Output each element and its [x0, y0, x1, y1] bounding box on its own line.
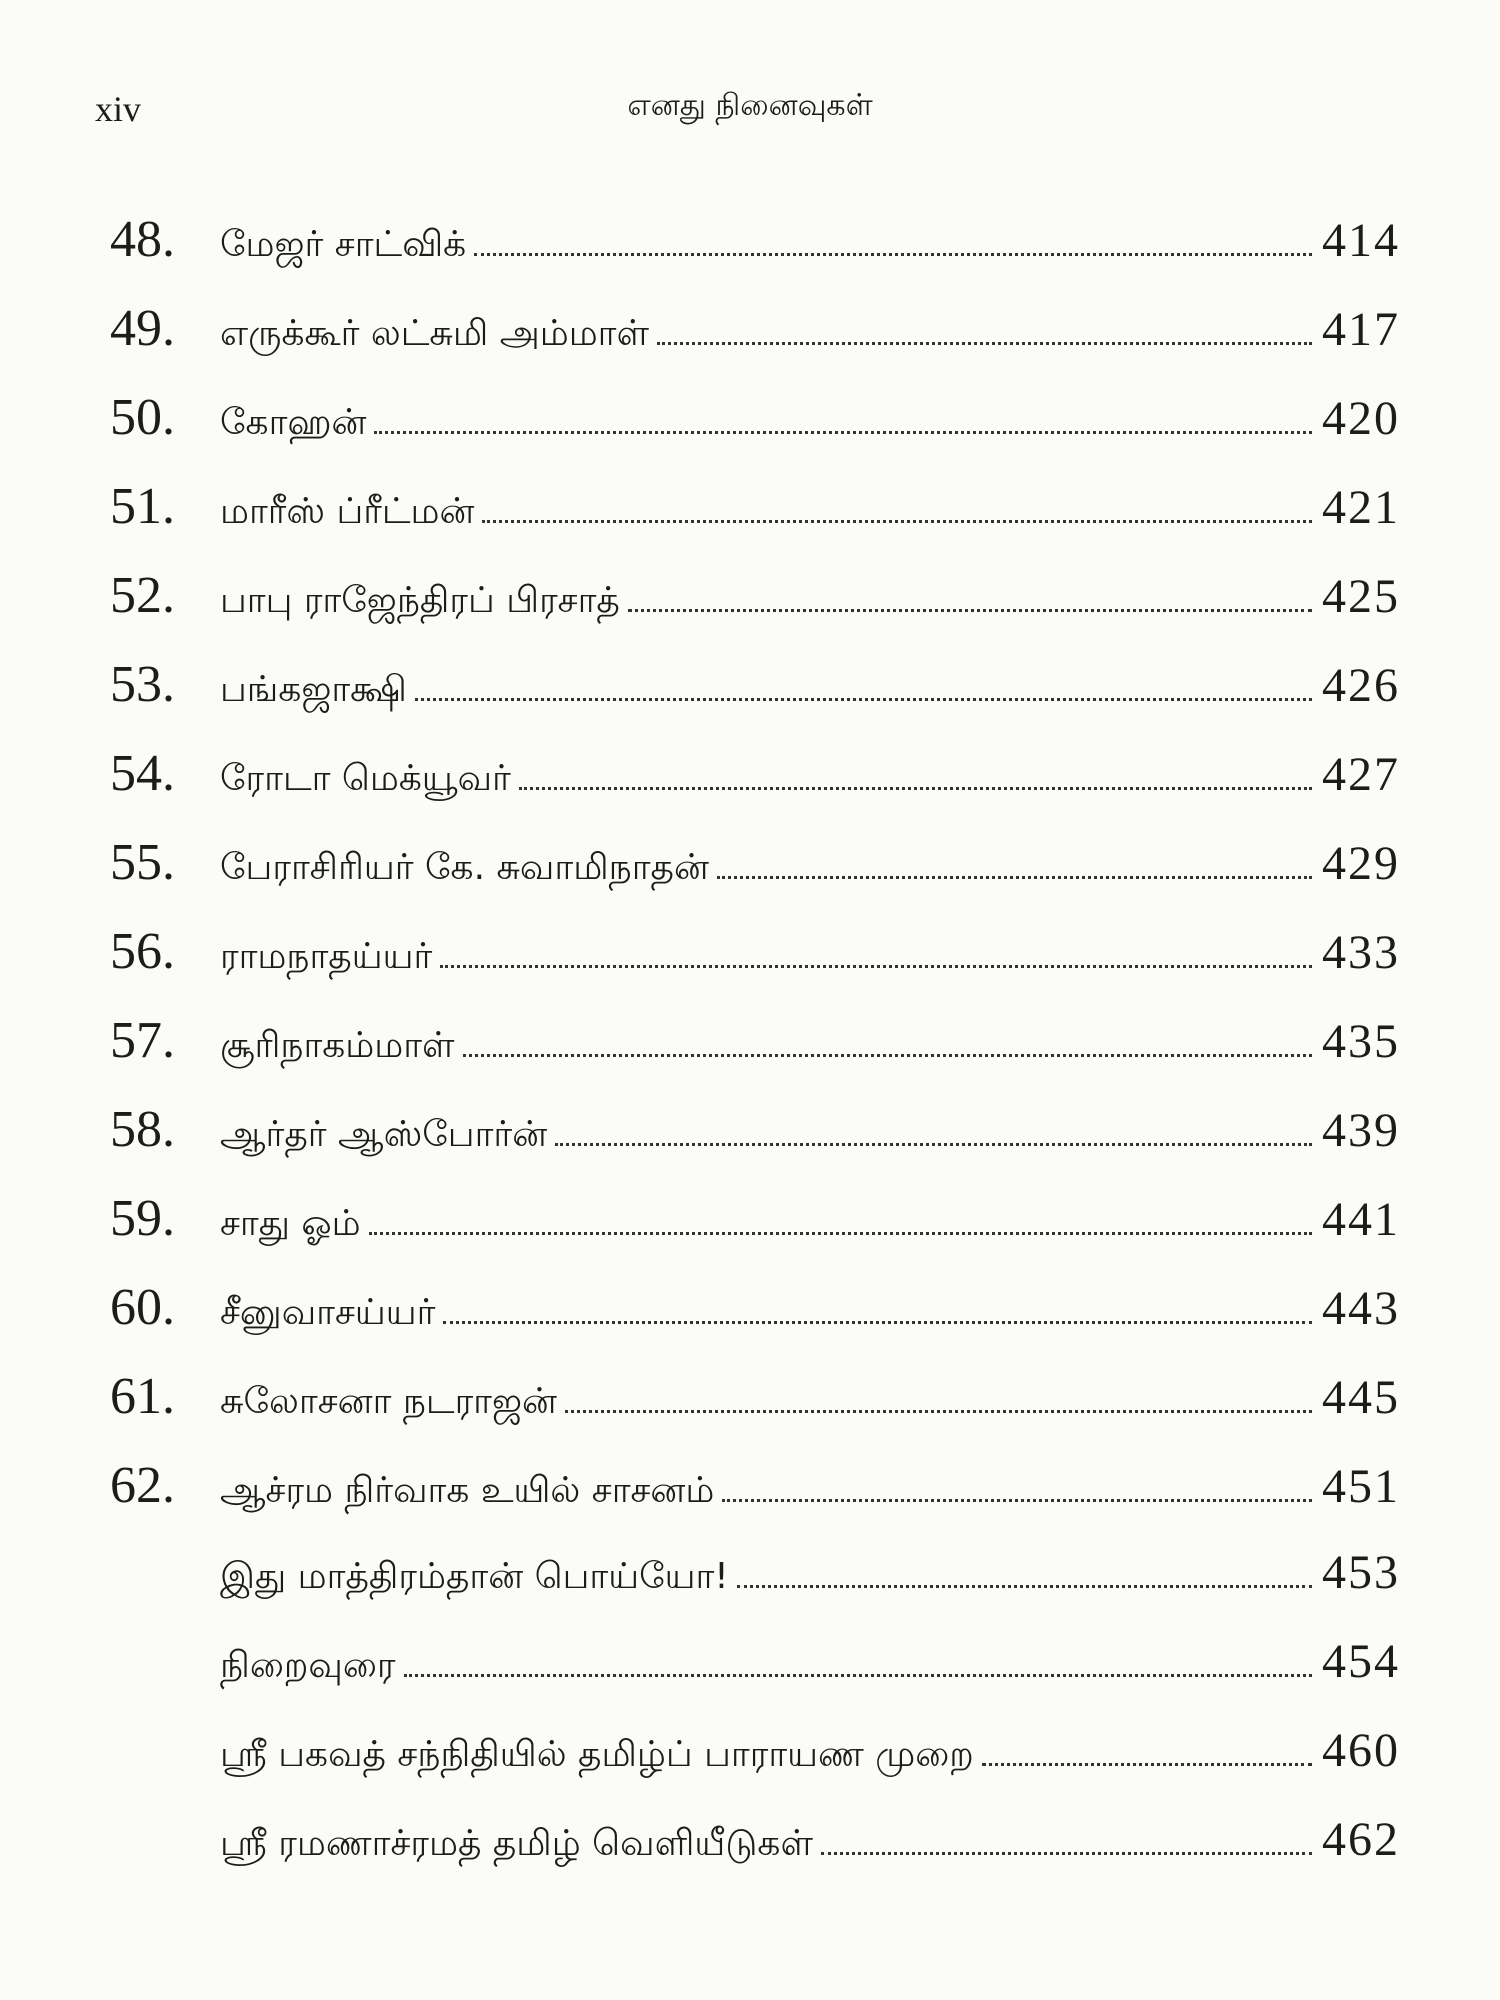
toc-entry-number: 60. — [110, 1279, 175, 1336]
toc-entry-title: ராமநாதய்யர் — [220, 936, 433, 977]
toc-entry-number: 55. — [110, 834, 175, 891]
toc-entry-number: 54. — [110, 745, 175, 802]
toc-entry-page: 421 — [1322, 481, 1400, 534]
running-header — [95, 88, 1405, 128]
toc-entry-number: 62. — [110, 1457, 175, 1514]
dot-leader — [374, 431, 1312, 434]
toc-entry-title: மாரீஸ் ப்ரீட்மன் — [220, 491, 475, 532]
toc-entry — [110, 833, 1400, 922]
toc-entry-page: 454 — [1322, 1635, 1400, 1688]
dot-leader — [628, 609, 1312, 612]
toc-entry-number: 48. — [110, 211, 175, 268]
toc-entry-title: எருக்கூர் லட்சுமி அம்மாள் — [220, 313, 649, 354]
toc-entry-title: சூரிநாகம்மாள் — [220, 1025, 455, 1066]
dot-leader — [722, 1499, 1312, 1502]
dot-leader — [369, 1232, 1312, 1235]
toc-entry — [110, 1456, 1400, 1545]
toc-entry — [110, 655, 1400, 744]
toc-entry — [110, 1545, 1400, 1634]
dot-leader — [657, 342, 1312, 345]
toc-entry-number: 50. — [110, 389, 175, 446]
toc-entry — [110, 299, 1400, 388]
toc-entry-number: 53. — [110, 656, 175, 713]
toc-entry-title: பேராசிரியர் கே. சுவாமிநாதன் — [220, 847, 709, 888]
toc-entry-number: 61. — [110, 1368, 175, 1425]
page-folio: xiv — [95, 89, 142, 129]
toc-entry — [110, 566, 1400, 655]
table-of-contents — [110, 210, 1400, 1901]
toc-entry-page: 443 — [1322, 1282, 1400, 1335]
toc-entry-number: 59. — [110, 1190, 175, 1247]
dot-leader — [440, 965, 1312, 968]
toc-entry-page: 429 — [1322, 837, 1400, 890]
toc-entry-page: 445 — [1322, 1371, 1400, 1424]
toc-entry-number: 49. — [110, 300, 175, 357]
dot-leader — [519, 787, 1312, 790]
dot-leader — [404, 1674, 1313, 1677]
toc-entry-number: 51. — [110, 478, 175, 535]
toc-entry — [110, 1100, 1400, 1189]
toc-entry-page: 414 — [1322, 214, 1400, 267]
toc-entry-page: 427 — [1322, 748, 1400, 801]
dot-leader — [555, 1143, 1312, 1146]
toc-entry-title: சீனுவாசய்யர் — [220, 1292, 436, 1333]
toc-entry — [110, 477, 1400, 566]
toc-entry — [110, 1634, 1400, 1723]
toc-entry-page: 435 — [1322, 1015, 1400, 1068]
toc-entry — [110, 744, 1400, 833]
toc-entry — [110, 1278, 1400, 1367]
toc-entry — [110, 1189, 1400, 1278]
toc-entry-number: 57. — [110, 1012, 175, 1069]
toc-entry-page: 433 — [1322, 926, 1400, 979]
toc-entry — [110, 922, 1400, 1011]
dot-leader — [982, 1763, 1312, 1766]
dot-leader — [443, 1321, 1312, 1324]
dot-leader — [415, 698, 1312, 701]
toc-entry-title: பாபு ராஜேந்திரப் பிரசாத் — [220, 580, 620, 621]
toc-entry-page: 462 — [1322, 1813, 1400, 1866]
toc-entry-page: 460 — [1322, 1724, 1400, 1777]
toc-entry-title: ஆச்ரம நிர்வாக உயில் சாசனம் — [220, 1470, 715, 1511]
toc-entry-title: கோஹன் — [220, 402, 367, 443]
dot-leader — [463, 1054, 1312, 1057]
toc-entry-title: ஆர்தர் ஆஸ்போர்ன் — [220, 1114, 548, 1155]
toc-entry-title: நிறைவுரை — [220, 1645, 396, 1686]
dot-leader — [737, 1585, 1312, 1588]
toc-entry — [110, 1812, 1400, 1901]
toc-entry-title: ஸ்ரீ பகவத் சந்நிதியில் தமிழ்ப் பாராயண முறை — [220, 1734, 974, 1775]
toc-entry-page: 451 — [1322, 1460, 1400, 1513]
toc-entry-page: 426 — [1322, 659, 1400, 712]
running-title: எனது நினைவுகள் — [627, 88, 873, 123]
dot-leader — [474, 253, 1312, 256]
toc-entry-title: சாது ஓம் — [220, 1203, 361, 1244]
toc-entry-page: 425 — [1322, 570, 1400, 623]
toc-entry-title: ரோடா மெக்யூவர் — [220, 758, 511, 799]
toc-entry-page: 439 — [1322, 1104, 1400, 1157]
toc-entry-title: ஸ்ரீ ரமணாச்ரமத் தமிழ் வெளியீடுகள் — [220, 1823, 813, 1864]
toc-entry — [110, 1367, 1400, 1456]
toc-entry-page: 441 — [1322, 1193, 1400, 1246]
toc-entry — [110, 388, 1400, 477]
toc-entry-title: இது மாத்திரம்தான் பொய்யோ! — [220, 1556, 729, 1597]
toc-entry-number: 58. — [110, 1101, 175, 1158]
toc-entry-title: சுலோசனா நடராஜன் — [220, 1381, 557, 1422]
dot-leader — [717, 876, 1312, 879]
toc-entry-page: 420 — [1322, 392, 1400, 445]
toc-entry-number: 56. — [110, 923, 175, 980]
toc-entry-page: 453 — [1322, 1546, 1400, 1599]
toc-entry — [110, 210, 1400, 299]
dot-leader — [482, 520, 1312, 523]
toc-entry — [110, 1011, 1400, 1100]
toc-entry-page: 417 — [1322, 303, 1400, 356]
toc-entry-title: மேஜர் சாட்விக் — [220, 224, 467, 265]
toc-entry — [110, 1723, 1400, 1812]
dot-leader — [821, 1852, 1312, 1855]
toc-entry-number: 52. — [110, 567, 175, 624]
toc-entry-title: பங்கஜாக்ஷி — [220, 669, 407, 710]
dot-leader — [565, 1410, 1312, 1413]
